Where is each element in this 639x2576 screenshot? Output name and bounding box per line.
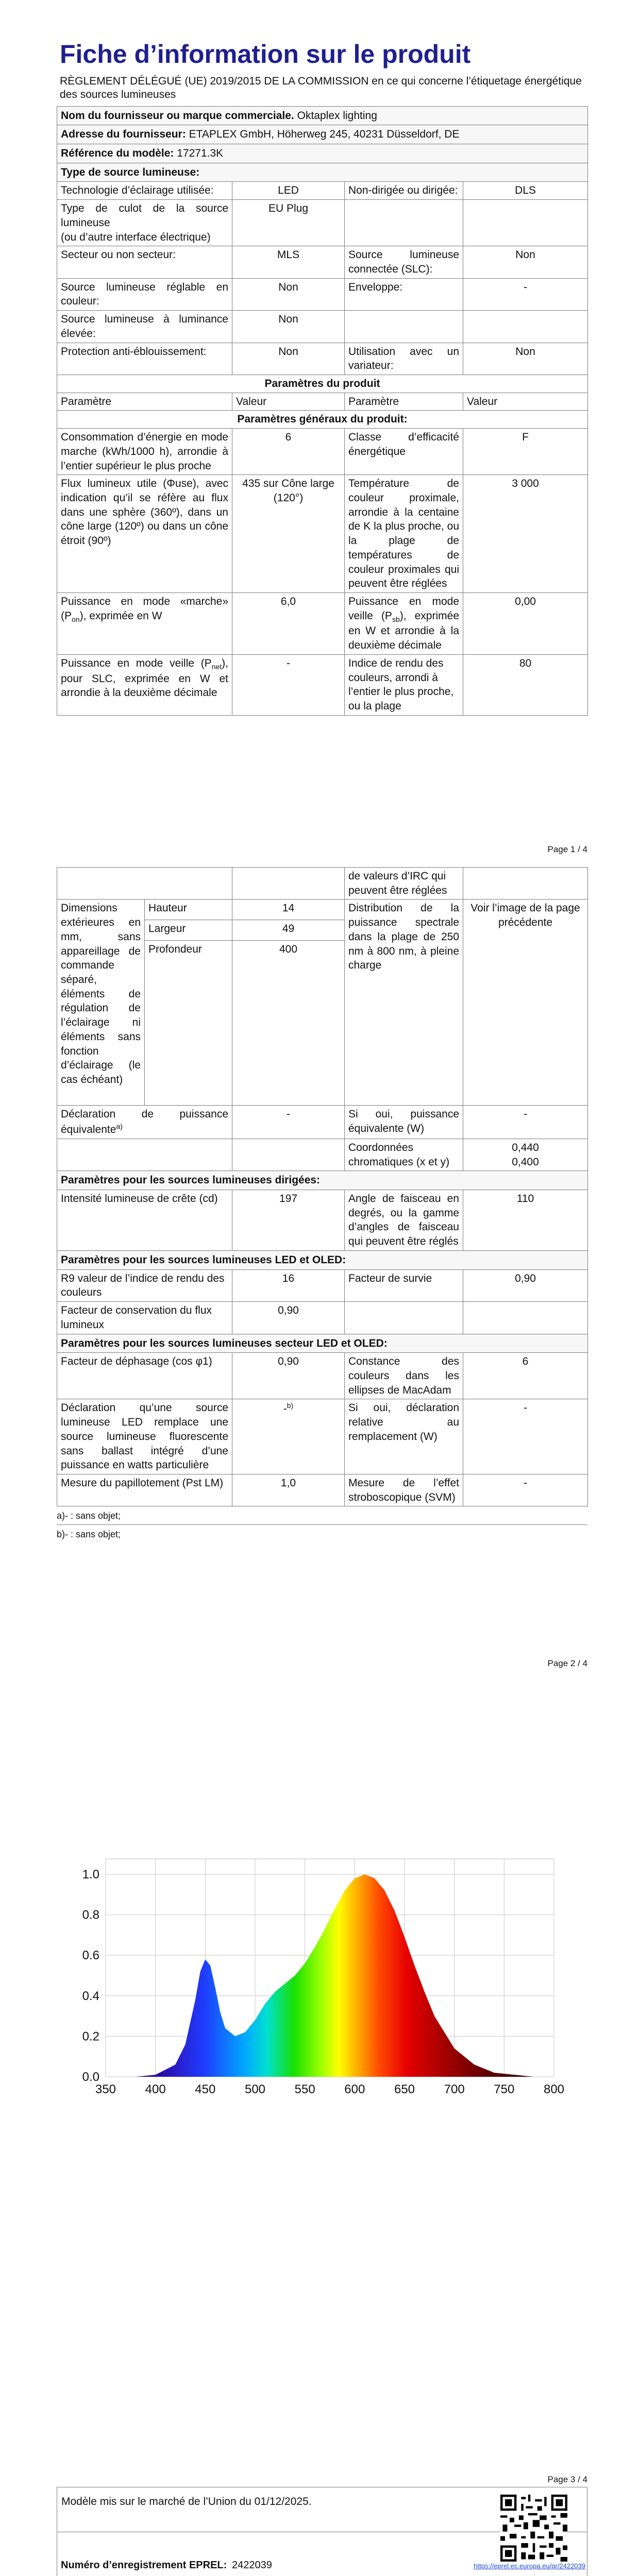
general-params-heading: Paramètres généraux du produit: [57, 411, 588, 429]
chroma-y: 0,400 [512, 1156, 539, 1168]
peak-intensity-label: Intensité lumineuse de crête (cd) [57, 1190, 232, 1251]
source-type-cell-l2: Source lumineuse connectée (SLC): [345, 246, 463, 278]
source-type-cell-v1: LED [232, 182, 345, 200]
lumen-maintenance-value: 0,90 [232, 1302, 345, 1334]
page-number-3: Page 3 / 4 [547, 2475, 587, 2484]
flicker-value: 1,0 [232, 1474, 345, 1506]
source-type-row [57, 311, 588, 343]
source-type-heading: Type de source lumineuse: [57, 163, 588, 182]
pnet-row [57, 654, 588, 715]
x-tick-label: 700 [444, 2082, 465, 2096]
source-type-cell-v1: EU Plug [232, 200, 345, 246]
cri-value: 80 [463, 654, 588, 715]
cri-continued-row [57, 868, 588, 900]
beam-angle-value: 110 [463, 1190, 588, 1251]
spectral-chart [57, 1846, 572, 2098]
replacement-label: Déclaration qu’une source lumineuse LED remplace une source lumineuse fluorescente sans ballast intégré d’une puissance en watts particulière [57, 1399, 232, 1475]
source-type-cell-l1: Secteur ou non secteur: [57, 246, 232, 278]
source-type-cell-l1: Protection anti-éblouissement: [57, 343, 232, 375]
eprel-url-link[interactable]: https://eprel.ec.europa.eu/qr/2422039 [474, 2562, 585, 2570]
source-type-cell-l2 [345, 311, 463, 343]
source-type-cell-v2: DLS [463, 182, 588, 200]
source-type-cell-l1: Source lumineuse réglable en couleur: [57, 278, 232, 310]
equivalent-watt-label: Si oui, puissance équivalente (W) [345, 1106, 463, 1139]
flux-value: 435 sur Cône large (120°) [232, 475, 345, 593]
spd-value: Voir l’image de la page précédente [463, 900, 588, 1106]
r9-label: R9 valeur de l’indice de rendu des couleurs [57, 1269, 232, 1301]
chroma-x: 0,440 [512, 1141, 539, 1154]
energy-value: 6 [232, 429, 345, 475]
params-column-header [57, 393, 588, 411]
psb-label: Puissance en mode veille $(P_{sb})$, exprimée en W et arrondie à la deuxième décimale [345, 593, 463, 655]
placed-on-market-text: Modèle mis sur le marché de l’Union du 01/12/2025. [61, 2496, 312, 2507]
regulation-text: RÈGLEMENT DÉLÉGUÉ (UE) 2019/2015 DE LA COMMISSION en ce qui concerne l’étiquetage énergétique des sources lumineuses [60, 75, 582, 101]
source-type-cell-v1: Non [232, 278, 345, 310]
footnote-b: b)- : sans objet; [57, 1529, 121, 1539]
pon-label: Puissance en mode «marche» $(P_{on})$, exprimée en W [57, 593, 232, 655]
source-type-cell-v2: - [463, 278, 588, 310]
svm-label: Mesure de l’effet stroboscopique (SVM) [345, 1474, 463, 1506]
x-tick-label: 600 [344, 2082, 365, 2096]
x-tick-label: 500 [244, 2082, 266, 2096]
beam-angle-label: Angle de faisceau en degrés, ou la gamme d’angles de faisceau qui peuvent être réglés [345, 1190, 463, 1251]
page-number-1: Page 1 / 4 [547, 844, 587, 854]
y-tick-label: 0.6 [82, 1948, 99, 1963]
r9-value: 16 [232, 1269, 345, 1301]
page-2-content [57, 867, 587, 1540]
source-type-row [57, 200, 588, 246]
pnet-label: Puissance en mode veille $(P_{net})$, pour SLC, exprimée en W et arrondie à la deuxième décimale [57, 654, 232, 715]
y-tick-label: 0.8 [82, 1908, 99, 1922]
supplier-address-row: Adresse du fournisseur: ETAPLEX GmbH, Höherweg 245, 40231 Düsseldorf, DE [57, 125, 588, 144]
dim-width-value: 49 [232, 920, 345, 941]
source-type-row [57, 343, 588, 375]
cri-cont-empty-2 [232, 868, 345, 900]
model-ref-row: Référence du modèle: 17271.3K [57, 144, 588, 163]
page-4 [0, 2487, 639, 2576]
source-type-cell-v2 [463, 200, 588, 246]
led-heading: Paramètres pour les sources lumineuses LED et OLED: [57, 1250, 588, 1269]
macadam-label: Constance des couleurs dans les ellipses de MacAdam [345, 1353, 463, 1399]
source-type-cell-v2 [463, 311, 588, 343]
col-value-1: Valeur [232, 393, 345, 411]
cct-value: 3 000 [463, 475, 588, 593]
macadam-value: 6 [463, 1353, 588, 1399]
dim-height-value: 14 [232, 900, 345, 920]
peak-intensity-row [57, 1190, 588, 1251]
source-type-cell-v1: MLS [232, 246, 345, 278]
x-tick-label: 650 [394, 2082, 415, 2096]
source-type-cell-l1: Source lumineuse à luminance élevée: [57, 311, 232, 343]
dim-width-label: Largeur [145, 920, 232, 941]
dim-depth-value: 400 [232, 941, 345, 1106]
source-type-row [57, 182, 588, 200]
spectral-chart-svg [57, 1846, 572, 2098]
parameters-table-continued [57, 867, 588, 1506]
document-title: Fiche d’information sur le produit [60, 40, 471, 69]
equivalent-watt-value: - [463, 1106, 588, 1139]
pnet-value: - [232, 654, 345, 715]
page-1 [0, 0, 639, 857]
chroma-empty-1 [57, 1139, 232, 1171]
eprel-label: Numéro d’enregistrement EPREL: [61, 2560, 227, 2571]
mains-heading: Paramètres pour les sources lumineuses secteur LED et OLED: [57, 1334, 588, 1353]
page-number-2: Page 2 / 4 [547, 1658, 587, 1668]
col-value-2: Valeur [463, 393, 588, 411]
displacement-factor-value: 0,90 [232, 1353, 345, 1399]
displacement-factor-label: Facteur de déphasage (cos φ1) [57, 1353, 232, 1399]
source-type-cell-l2: Enveloppe: [345, 278, 463, 310]
cos-row [57, 1353, 588, 1399]
page-2 [0, 857, 639, 1671]
cri-cont-empty-3 [463, 868, 588, 900]
energy-row [57, 429, 588, 475]
x-tick-label: 400 [145, 2082, 166, 2096]
y-tick-label: 1.0 [82, 1868, 99, 1882]
r9-row [57, 1269, 588, 1301]
equivalent-power-row [57, 1106, 588, 1139]
energy-label: Consommation d’énergie en mode marche (kWh/1000 h), arrondie à l’entier supérieur le plus proche [57, 429, 232, 475]
source-type-cell-l1: Type de culot de la source lumineuse (ou d’autre interface électrique) [57, 200, 232, 246]
chromaticity-value [463, 1139, 588, 1171]
source-type-cell-v2: Non [463, 343, 588, 375]
qr-code-icon[interactable] [500, 2495, 567, 2562]
source-type-cell-l2: Utilisation avec un variateur: [345, 343, 463, 375]
source-type-row [57, 246, 588, 278]
x-tick-label: 450 [195, 2082, 216, 2096]
dimensions-row-height [57, 900, 588, 920]
peak-intensity-value: 197 [232, 1190, 345, 1251]
footnote-a: a)- : sans objet; [57, 1510, 587, 1524]
source-type-cell-v1: Non [232, 311, 345, 343]
lumen-maintenance-row [57, 1302, 588, 1334]
dimensions-label: Dimensions extérieures en mm, sans appareillage de commande séparé, éléments de régulation de l’éclairage ni éléments sans fonction d’éclairage (le cas échéant) [57, 900, 145, 1106]
y-tick-label: 0.4 [82, 1989, 99, 2003]
efficiency-class-label: Classe d’efficacité énergétique [345, 429, 463, 475]
flicker-label: Mesure du papillotement (Pst LM) [57, 1474, 232, 1506]
survival-value: 0,90 [463, 1269, 588, 1301]
page-3 [0, 1671, 639, 2487]
supplier-name-row: Nom du fournisseur ou marque commerciale. Oktaplex lighting [57, 106, 588, 125]
eprel-line [57, 2555, 587, 2574]
source-type-cell-v1: Non [232, 343, 345, 375]
chromaticity-label: Coordonnées chromatiques (x et y) [345, 1139, 463, 1171]
x-tick-label: 350 [95, 2082, 116, 2096]
survival-label: Facteur de survie [345, 1269, 463, 1301]
page-1-content [57, 31, 587, 716]
dim-depth-label: Profondeur [145, 941, 232, 1106]
source-type-cell-v2: Non [463, 246, 588, 278]
source-type-cell-l2: Non-dirigée ou dirigée: [345, 182, 463, 200]
pon-value: 6,0 [232, 593, 345, 655]
cct-label: Température de couleur proximale, arrondie à la centaine de K la plus proche, ou la plage de températures de couleur proximales qui peuvent être réglées [345, 475, 463, 593]
spd-label: Distribution de la puissance spectrale dans la plage de 250 nm à 800 nm, à pleine charge [345, 900, 463, 1106]
lumen-maintenance-label: Facteur de conservation du flux lumineux [57, 1302, 232, 1334]
source-type-cell-l2 [345, 200, 463, 246]
eprel-value: 2422039 [232, 2560, 272, 2571]
source-type-rows [57, 182, 588, 375]
dim-height-label: Hauteur [145, 900, 232, 920]
y-tick-label: 0.0 [82, 2070, 99, 2084]
source-type-row [57, 278, 588, 310]
chroma-empty-2 [232, 1139, 345, 1171]
replacement-watt-value: - [463, 1399, 588, 1475]
equivalent-power-value: - [232, 1106, 345, 1139]
flux-label: Flux lumineux utile (Φuse), avec indication qu’il se réfère au flux dans une sphère (360º), dans un cône large (120º) ou dans un cône étroit (90º) [57, 475, 232, 593]
source-type-cell-l1: Technologie d’éclairage utilisée: [57, 182, 232, 200]
x-tick-label: 750 [494, 2082, 515, 2096]
x-tick-label: 550 [294, 2082, 315, 2096]
cri-label: Indice de rendu des couleurs, arrondi à l’entier le plus proche, ou la plage [345, 654, 463, 715]
identification-table [57, 106, 588, 716]
lum-empty-1 [345, 1302, 463, 1334]
col-param-2: Paramètre [345, 393, 463, 411]
directed-heading: Paramètres pour les sources lumineuses dirigées: [57, 1171, 588, 1190]
efficiency-class-value: F [463, 429, 588, 475]
psb-value: 0,00 [463, 593, 588, 655]
equivalent-power-label: Déclaration de puissance équivalente$^{a)}$ [57, 1106, 232, 1139]
replacement-watt-label: Si oui, déclaration relative au remplacement (W) [345, 1399, 463, 1475]
chromaticity-row [57, 1139, 588, 1171]
flicker-row [57, 1474, 588, 1506]
replacement-row [57, 1399, 588, 1475]
col-param-1: Paramètre [57, 393, 232, 411]
y-tick-label: 0.2 [82, 2029, 99, 2044]
cri-continued-label: de valeurs d’IRC qui peuvent être réglées [345, 868, 463, 900]
params-heading: Paramètres du produit [57, 375, 588, 393]
lum-empty-2 [463, 1302, 588, 1334]
cri-cont-empty-1 [57, 868, 232, 900]
power-row [57, 593, 588, 655]
svm-value: - [463, 1474, 588, 1506]
x-tick-label: 800 [543, 2082, 565, 2096]
flux-row [57, 475, 588, 593]
replacement-value: -$^{b)}$ [232, 1399, 345, 1475]
